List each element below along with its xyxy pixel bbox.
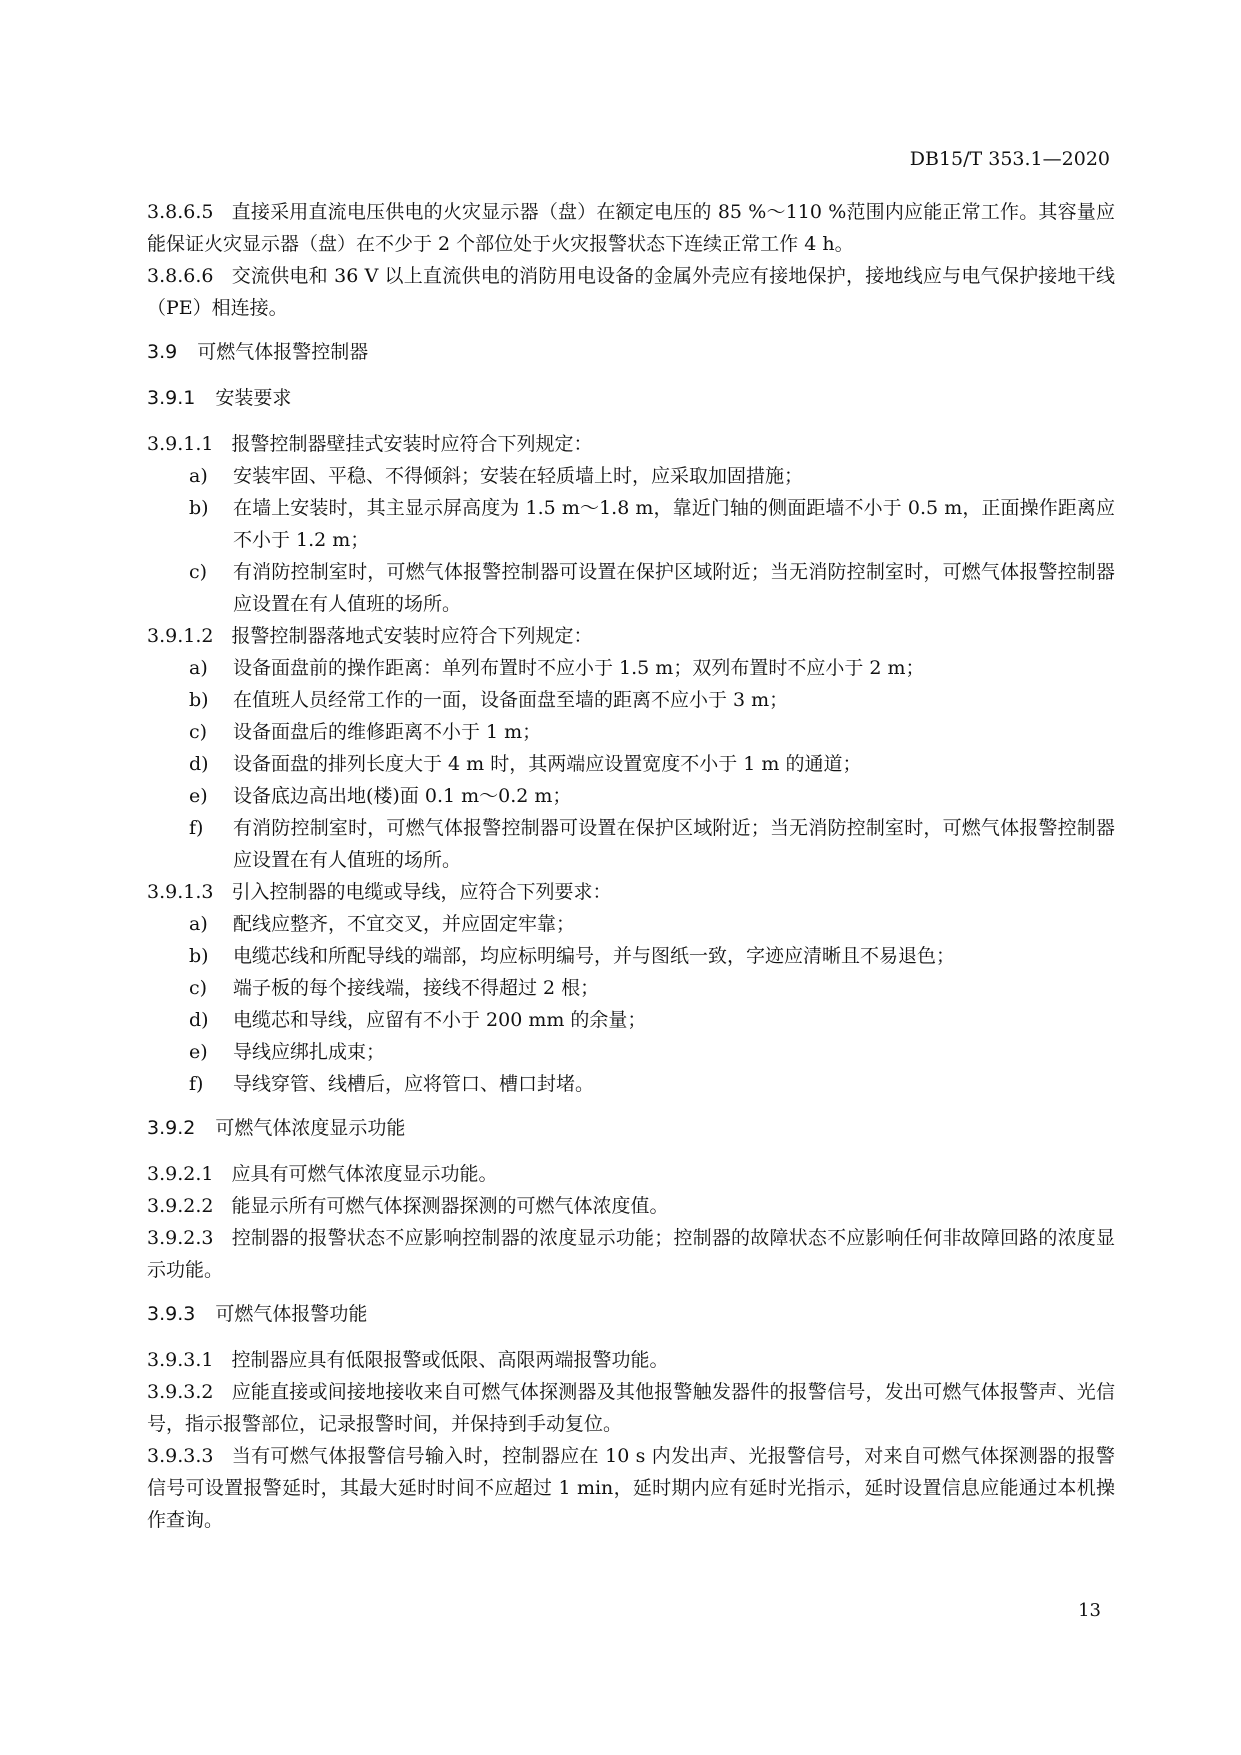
list-item-label: e) xyxy=(189,785,208,807)
list-item-text: 在墙上安装时，其主显示屏高度为 1.5 m～1.8 m，靠近门轴的侧面距墙不小于 0.5 m，正面操作距离应不小于 1.2 m； xyxy=(233,497,1115,551)
section-heading xyxy=(147,1298,1115,1330)
section-number: 3.9.2 xyxy=(147,1117,196,1139)
section-number: 3.9 xyxy=(147,341,178,363)
clause-paragraph xyxy=(147,1190,1115,1222)
clause-text: 控制器应具有低限报警或低限、高限两端报警功能。 xyxy=(231,1349,669,1371)
section-title: 可燃气体浓度显示功能 xyxy=(215,1117,406,1139)
list-item xyxy=(147,460,1115,492)
list-item-text: 配线应整齐，不宜交叉，并应固定牢靠； xyxy=(233,913,576,935)
list-item-text: 电缆芯和导线，应留有不小于 200 mm 的余量； xyxy=(233,1009,647,1031)
section-number: 3.9.1 xyxy=(147,387,196,409)
list-item xyxy=(147,1036,1115,1068)
section-heading xyxy=(147,1112,1115,1144)
clause-number: 3.9.1.2 xyxy=(147,625,214,647)
clause-paragraph xyxy=(147,260,1115,324)
clause-number: 3.9.3.3 xyxy=(147,1445,214,1467)
clause-paragraph xyxy=(147,876,1115,908)
section-title: 可燃气体报警功能 xyxy=(215,1303,368,1325)
list-item-text: 设备面盘前的操作距离：单列布置时不应小于 1.5 m；双列布置时不应小于 2 m； xyxy=(233,657,925,679)
list-item xyxy=(147,748,1115,780)
list-item-text: 导线穿管、线槽后，应将管口、槽口封堵。 xyxy=(233,1073,595,1095)
clause-number: 3.9.1.3 xyxy=(147,881,214,903)
document-code: DB15/T 353.1—2020 xyxy=(909,148,1110,170)
list-item xyxy=(147,556,1115,620)
list-item-label: e) xyxy=(189,1041,208,1063)
list-item-label: c) xyxy=(189,561,208,583)
clause-paragraph xyxy=(147,196,1115,260)
clause-text: 应能直接或间接地接收来自可燃气体探测器及其他报警触发器件的报警信号，发出可燃气体报警声、光信号，指示报警部位，记录报警时间，并保持到手动复位。 xyxy=(147,1381,1115,1435)
list-item-label: d) xyxy=(189,753,209,775)
clause-text: 引入控制器的电缆或导线，应符合下列要求： xyxy=(231,881,612,903)
clause-text: 控制器的报警状态不应影响控制器的浓度显示功能；控制器的故障状态不应影响任何非故障回路的浓度显示功能。 xyxy=(147,1227,1115,1281)
list-item-text: 有消防控制室时，可燃气体报警控制器可设置在保护区域附近；当无消防控制室时，可燃气体报警控制器应设置在有人值班的场所。 xyxy=(233,817,1115,871)
list-item xyxy=(147,684,1115,716)
list-item-text: 在值班人员经常工作的一面，设备面盘至墙的距离不应小于 3 m； xyxy=(233,689,789,711)
list-item xyxy=(147,1068,1115,1100)
clause-text: 直接采用直流电压供电的火灾显示器（盘）在额定电压的 85 %～110 %范围内应能正常工作。其容量应能保证火灾显示器（盘）在不少于 2 个部位处于火灾报警状态下连续正常工作 4 h。 xyxy=(147,201,1115,255)
list-item-text: 设备面盘后的维修距离不小于 1 m； xyxy=(233,721,542,743)
section-title: 可燃气体报警控制器 xyxy=(197,341,369,363)
list-item xyxy=(147,780,1115,812)
clause-text: 应具有可燃气体浓度显示功能。 xyxy=(231,1163,498,1185)
list-item xyxy=(147,1004,1115,1036)
list-item xyxy=(147,972,1115,1004)
list-item-text: 有消防控制室时，可燃气体报警控制器可设置在保护区域附近；当无消防控制室时，可燃气体报警控制器应设置在有人值班的场所。 xyxy=(233,561,1115,615)
clause-paragraph xyxy=(147,1344,1115,1376)
list-item xyxy=(147,492,1115,556)
clause-paragraph xyxy=(147,1222,1115,1286)
list-item-label: b) xyxy=(189,945,209,967)
section-heading xyxy=(147,382,1115,414)
list-item-text: 电缆芯线和所配导线的端部，均应标明编号，并与图纸一致，字迹应清晰且不易退色； xyxy=(233,945,956,967)
list-item-label: c) xyxy=(189,977,208,999)
list-item-label: b) xyxy=(189,497,209,519)
section-title: 安装要求 xyxy=(215,387,292,409)
clause-text: 当有可燃气体报警信号输入时，控制器应在 10 s 内发出声、光报警信号，对来自可燃气体探测器的报警信号可设置报警延时，其最大延时时间不应超过 1 min，延时期内应有延时光指示，延时设置信息应能通过本机操作查询。 xyxy=(147,1445,1115,1531)
section-heading xyxy=(147,336,1115,368)
list-item-label: f) xyxy=(189,817,204,839)
clause-number: 3.9.2.1 xyxy=(147,1163,214,1185)
clause-text: 能显示所有可燃气体探测器探测的可燃气体浓度值。 xyxy=(231,1195,669,1217)
list-item xyxy=(147,940,1115,972)
list-item-label: a) xyxy=(189,657,208,679)
list-item-label: a) xyxy=(189,465,208,487)
list-item xyxy=(147,908,1115,940)
clause-paragraph xyxy=(147,428,1115,460)
list-item-label: b) xyxy=(189,689,209,711)
list-item-label: a) xyxy=(189,913,208,935)
clause-paragraph xyxy=(147,620,1115,652)
clause-number: 3.8.6.6 xyxy=(147,265,214,287)
list-item xyxy=(147,652,1115,684)
list-item-text: 端子板的每个接线端，接线不得超过 2 根； xyxy=(233,977,600,999)
clause-paragraph xyxy=(147,1158,1115,1190)
list-item xyxy=(147,716,1115,748)
clause-text: 交流供电和 36 V 以上直流供电的消防用电设备的金属外壳应有接地保护，接地线应与电气保护接地干线（PE）相连接。 xyxy=(147,265,1115,319)
clause-text: 报警控制器落地式安装时应符合下列规定： xyxy=(231,625,593,647)
list-item-text: 设备面盘的排列长度大于 4 m 时，其两端应设置宽度不小于 1 m 的通道； xyxy=(233,753,862,775)
clause-paragraph xyxy=(147,1440,1115,1536)
clause-number: 3.9.3.1 xyxy=(147,1349,214,1371)
clause-number: 3.9.3.2 xyxy=(147,1381,214,1403)
list-item-label: d) xyxy=(189,1009,209,1031)
document-body xyxy=(147,196,1115,1536)
clause-number: 3.9.1.1 xyxy=(147,433,214,455)
clause-number: 3.9.2.2 xyxy=(147,1195,214,1217)
section-number: 3.9.3 xyxy=(147,1303,196,1325)
list-item-text: 设备底边高出地(楼)面 0.1 m～0.2 m； xyxy=(233,785,572,807)
list-item-text: 导线应绑扎成束； xyxy=(233,1041,386,1063)
clause-number: 3.8.6.5 xyxy=(147,201,214,223)
list-item-label: c) xyxy=(189,721,208,743)
page-number: 13 xyxy=(1078,1600,1101,1621)
clause-number: 3.9.2.3 xyxy=(147,1227,214,1249)
list-item-label: f) xyxy=(189,1073,204,1095)
list-item xyxy=(147,812,1115,876)
list-item-text: 安装牢固、平稳、不得倾斜；安装在轻质墙上时，应采取加固措施； xyxy=(233,465,804,487)
clause-text: 报警控制器壁挂式安装时应符合下列规定： xyxy=(231,433,593,455)
clause-paragraph xyxy=(147,1376,1115,1440)
